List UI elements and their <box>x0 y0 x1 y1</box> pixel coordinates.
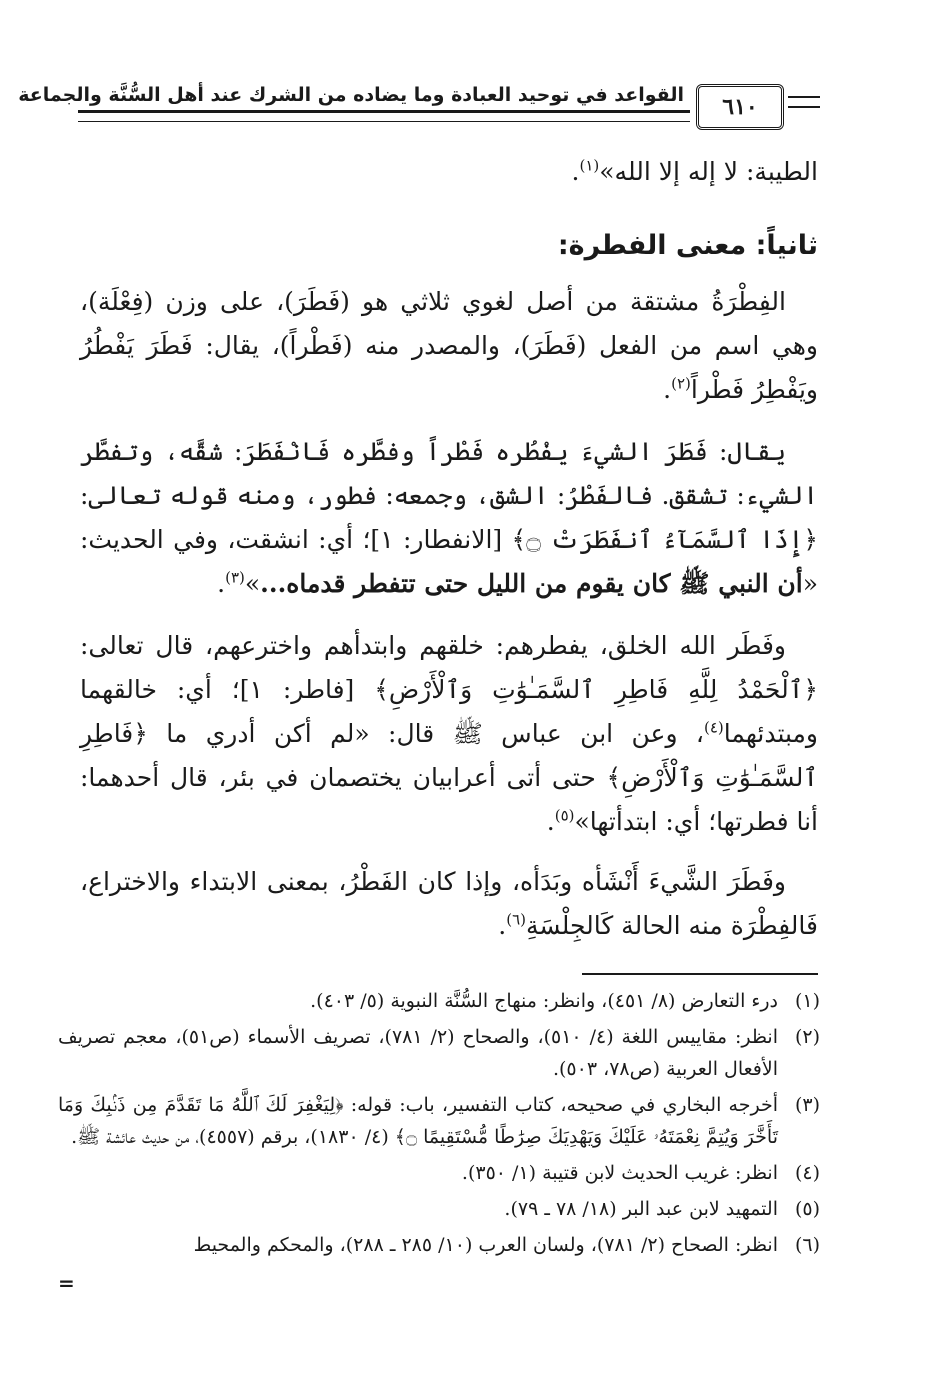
footnote-text: انظر: الصحاح (٢/ ٧٨١)، ولسان العرب (١٠/ ٢٨٥ ـ ٢٨٨)، والمحكم والمحيط <box>193 1234 778 1256</box>
footnote <box>58 1229 820 1261</box>
footnote-ref[interactable]: (٢) <box>671 374 691 393</box>
footnote-number: (٤) <box>794 1162 820 1184</box>
footnote-ref[interactable]: (١) <box>579 156 600 175</box>
footnote-ref[interactable]: (٣) <box>225 568 245 587</box>
hadith-text: أن النبي ﷺ كان يقوم من الليل حتى تتفطر قدماه... <box>260 569 803 598</box>
footnote-separator <box>582 973 818 975</box>
footnote-number: (١) <box>794 990 820 1012</box>
text-line: الطيبة: لا إله إلا الله»$^{(١)}$. <box>571 156 818 186</box>
footnote-text: انظر: مقاييس اللغة (٤/ ٥١٠)، والصحاح (٢/ ٧٨١)، تصريف الأسماء (ص٥١)، معجم تصريف الأفعال العربية (ص٧٨، ٥٠٣). <box>58 1026 778 1080</box>
footnote-ref[interactable]: (٤) <box>703 718 724 737</box>
main-text <box>80 150 818 194</box>
footnote <box>58 985 820 1017</box>
footnotes <box>58 985 820 1265</box>
paragraph-2: يقال: فَطَرَ الشيءَ يفْطُره فَطْراً وفطَّره فَانْفَطَرَ: شقَّه، وتفطَّر الشيء: تشقق. فالفَطْرُ: الشق، وجمعه: فطور، ومنه قوله تعالى: ﴿إِذَا ٱلسَّمَآءُ ٱنفَطَرَتْ ۝﴾ [الانفطار: ١]؛ أي: انشقت، وفي الحديث: «أن النبي ﷺ كان يقوم من الليل حتى تتفطر قدماه...»$^{(٣)}$. <box>80 437 818 598</box>
page-number: ٦١٠ <box>696 84 784 130</box>
footnote-text: التمهيد لابن عبد البر (١٨/ ٧٨ ـ ٧٩). <box>504 1198 778 1220</box>
footnote-number: (٢) <box>794 1026 820 1048</box>
footnote-number: (٣) <box>794 1094 820 1116</box>
footnote <box>58 1089 820 1153</box>
footnote-text: انظر: غريب الحديث لابن قتيبة (١/ ٣٥٠). <box>461 1162 778 1184</box>
footnote-ref[interactable]: (٥) <box>554 806 575 825</box>
paragraph-1: الفِطْرَةُ مشتقة من أصل لغوي ثلاثي هو (فَطَرَ)، على وزن (فِعْلَة)، وهي اسم من الفعل (فَطَرَ)، والمصدر منه (فَطْراً)، يقال: فَطَرَ يَفْطُرُ ويَفْطِرُ فَطْراً$^{(٢)}$. <box>80 287 818 404</box>
footnote-number: (٦) <box>794 1234 820 1256</box>
section-heading: ثانياً: معنى الفطرة: <box>557 230 818 261</box>
page-header <box>18 84 820 128</box>
footnote-number: (٥) <box>794 1198 820 1220</box>
running-title: القواعد في توحيد العبادة وما يضاده من الشرك عند أهل السُّنَّة والجماعة <box>18 84 684 106</box>
footnote-text: أخرجه البخاري في صحيحه، كتاب التفسير، باب: قوله: ﴿لِيَغْفِرَ لَكَ ٱللَّهُ مَا تَقَدَّمَ مِن ذَنۢبِكَ وَمَا تَأَخَّرَ وَيُتِمَّ نِعْمَتَهُۥ عَلَيْكَ وَيَهْدِيَكَ صِرَٰطًا مُّسْتَقِيمًا ۝﴾ (٤/ ١٨٣٠)، برقم (٤٥٥٧)، من حديث عائشة ﷺ. <box>58 1094 778 1148</box>
section-heading-block <box>80 224 818 268</box>
paragraph-3: وفَطَر الله الخلق، يفطرهم: خلقهم وابتدأهم واخترعهم، قال تعالى: ﴿ٱلْحَمْدُ لِلَّهِ فَاطِرِ ٱلسَّمَـٰوَٰتِ وَٱلْأَرْضِ﴾ [فاطر: ١]؛ أي: خالقهما ومبتدئهما$^{(٤)}$، وعن ابن عباس ﷺ قال: «لم أكن أدري ما ﴿فَاطِرِ ٱلسَّمَـٰوَٰتِ وَٱلْأَرْضِ﴾ حتى أتى أعرابيان يختصمان في بئر، قال أحدهما: أنا فطرتها؛ أي: ابتدأتها»$^{(٥)}$. <box>80 631 818 836</box>
footnote <box>58 1193 820 1225</box>
footnote-ref[interactable]: (٦) <box>506 910 526 929</box>
footnote <box>58 1021 820 1085</box>
header-rule <box>78 110 690 122</box>
header-ornament <box>788 96 820 108</box>
footnote-text: درء التعارض (٨/ ٤٥١)، وانظر: منهاج السُّنَّة النبوية (٥/ ٤٠٣). <box>310 990 778 1012</box>
footnote-continuation-mark: = <box>58 1271 75 1295</box>
footnote <box>58 1157 820 1189</box>
paragraph-4: وفَطَرَ الشَّيءَ أَنْشَأه وبَدَأه، وإذا كان الفَطْرُ، بمعنى الابتداء والاختراع، فَالفِطْرَة منه الحالة كَالجِلْسَةِ$^{(٦)}$. <box>80 867 818 940</box>
